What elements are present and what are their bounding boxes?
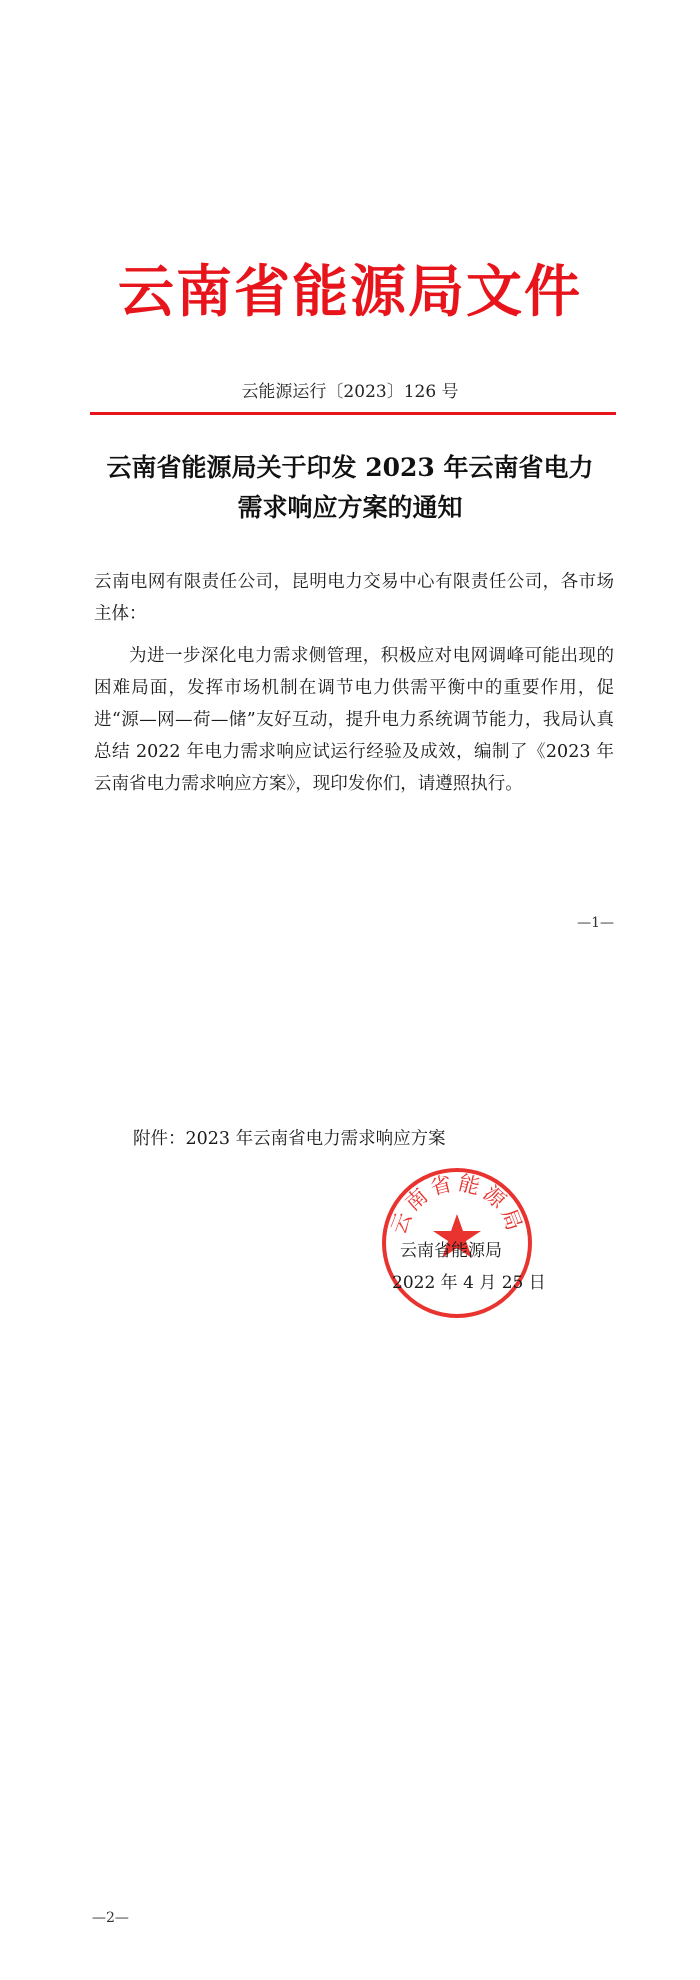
document-header: 云南省能源局文件 [118,259,582,325]
issue-date: 2022 年 4 月 25 日 [392,1273,546,1293]
seal-text: 云南省能源局 [386,1172,528,1238]
document-number: 云能源运行〔2023〕126 号 [241,382,459,402]
red-divider-line [90,412,616,415]
page-number: —1— [577,915,614,931]
recipient-line: 云南电网有限责任公司，昆明电力交易中心有限责任公司，各市场主体： [94,572,614,624]
title-line-1: 云南省能源局关于印发 2023 年云南省电力 [106,453,594,482]
body-paragraph: 为进一步深化电力需求侧管理，积极应对电网调峰可能出现的困难局面，发挥市场机制在调节电力供需平衡中的重要作用，促进“源—网—荷—储”友好互动，提升电力系统调节能力，我局认真总结 2022 年电力需求响应试运行经验及成效，编制了《2023 年云南省电力需求响应方案》，现印发你们，请遵照执行。 [94,646,614,794]
attachment-line: 附件：2023 年云南省电力需求响应方案 [133,1129,446,1149]
document-title [0,448,700,528]
page-number: —2— [92,1910,129,1926]
title-line-2: 需求响应方案的通知 [237,493,463,522]
issuer-name: 云南省能源局 [400,1241,502,1261]
page-2 [0,1000,700,1980]
